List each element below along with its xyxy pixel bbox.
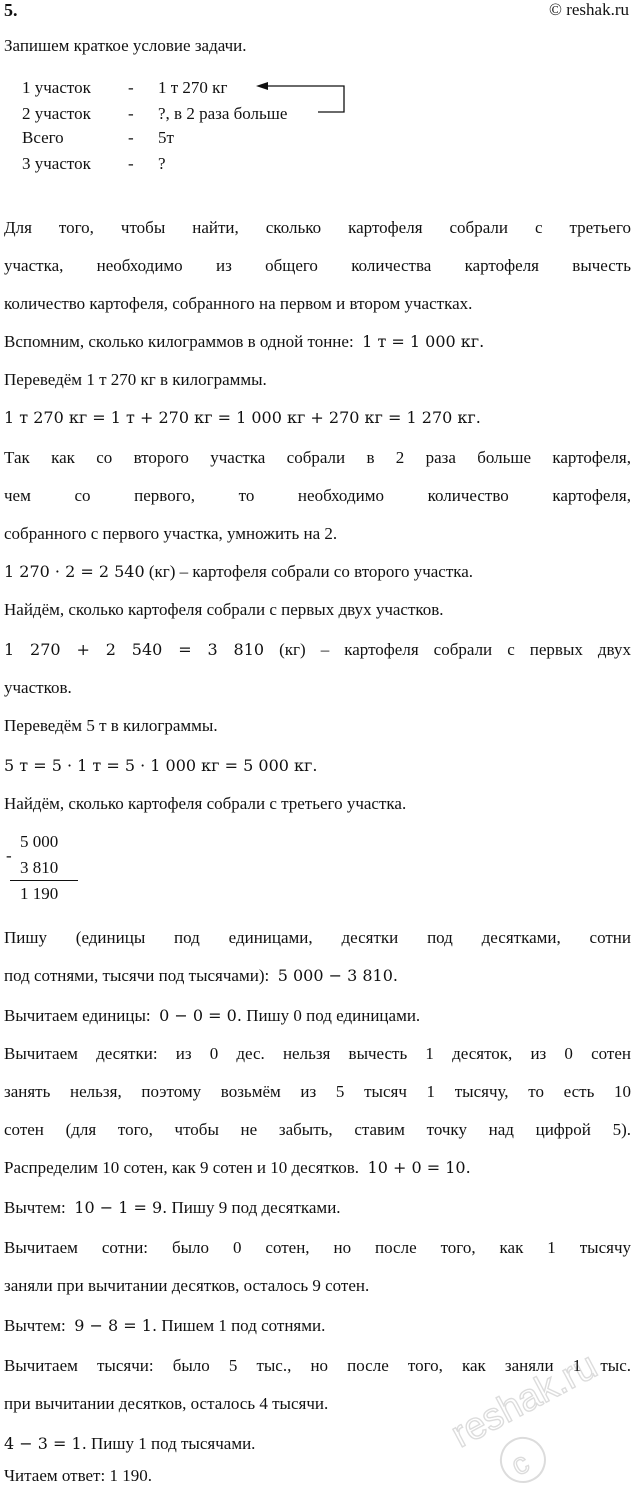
thousands-step bbox=[4, 1434, 255, 1454]
tonne-recall-formula: 1 т = 1 000 кг. bbox=[362, 332, 485, 351]
equation-4: 5 т = 5 · 1 т = 5 · 1 000 кг = 5 000 кг. bbox=[4, 756, 318, 775]
minus-sign: - bbox=[6, 846, 12, 865]
equation-3 bbox=[4, 640, 631, 660]
paragraph-line: Найдём, сколько картофеля собрали с первых двух участков. bbox=[4, 600, 444, 619]
condition-value: ? bbox=[158, 154, 166, 173]
equation-1: 1 т 270 кг = 1 т + 270 кг = 1 000 кг + 270 кг = 1 270 кг. bbox=[4, 408, 481, 427]
paragraph-line: Вычитаем тысячи: было 5 тыс., но после того, как заняли 1 тыс. bbox=[4, 1356, 631, 1375]
paragraph-text: Распределим 10 сотен, как 9 сотен и 10 десятков. bbox=[4, 1158, 360, 1177]
paragraph-line: количество картофеля, собранного на первом и втором участках. bbox=[4, 294, 473, 313]
condition-value: 1 т 270 кг bbox=[158, 78, 228, 97]
tens-step bbox=[4, 1198, 341, 1218]
units-step bbox=[4, 1006, 420, 1026]
site-credit: © reshak.ru bbox=[549, 0, 629, 19]
units-step-text: Вычитаем единицы: bbox=[4, 1006, 151, 1025]
hundreds-step-formula: 9 − 8 = 1. bbox=[74, 1316, 158, 1335]
paragraph-line bbox=[4, 1158, 471, 1178]
condition-value: ?, в 2 раза больше bbox=[158, 104, 288, 123]
svg-text:reshak.ru: reshak.ru bbox=[444, 1344, 605, 1457]
answer-line: Читаем ответ: 1 190. bbox=[4, 1466, 152, 1485]
paragraph-line: участков. bbox=[4, 678, 72, 697]
paragraph-line: Вычитаем сотни: было 0 сотен, но после того, как 1 тысячу bbox=[4, 1238, 631, 1257]
equation-2-formula: 1 270 · 2 = 2 540 bbox=[4, 562, 145, 581]
svg-text:c: c bbox=[505, 1446, 535, 1483]
subtraction-formula: 5 000 − 3 810. bbox=[277, 966, 398, 985]
units-step-tail: Пишу 0 под единицами. bbox=[246, 1006, 421, 1025]
equation-2-text: (кг) – картофеля собрали со второго участка. bbox=[148, 562, 474, 581]
hundreds-step bbox=[4, 1316, 325, 1336]
paragraph-line: Так как со второго участка собрали в 2 раза больше картофеля, bbox=[4, 448, 631, 467]
hundreds-step-tail: Пишем 1 под сотнями. bbox=[161, 1316, 326, 1335]
tens-step-text: Вычтем: bbox=[4, 1198, 66, 1217]
condition-dash: - bbox=[128, 128, 134, 147]
task-number: 5. bbox=[4, 0, 18, 20]
thousands-step-formula: 4 − 3 = 1. bbox=[4, 1434, 87, 1453]
tens-step-formula: 10 − 1 = 9. bbox=[74, 1198, 168, 1217]
condition-label: 1 участок bbox=[22, 78, 91, 97]
bracket-arrow-icon bbox=[254, 82, 374, 122]
equation-3-text: (кг) – картофеля собрали с первых двух bbox=[279, 640, 631, 659]
paragraph-line: занять нельзя, поэтому возьмём из 5 тысяч 1 тысячу, то есть 10 bbox=[4, 1082, 631, 1101]
difference: 1 190 bbox=[20, 884, 59, 903]
paragraph-text: под сотнями, тысячи под тысячами): bbox=[4, 966, 270, 985]
paragraph-line: при вычитании десятков, осталось 4 тысячи. bbox=[4, 1394, 329, 1413]
tonne-recall bbox=[4, 332, 484, 352]
paragraph-line: Вычитаем десятки: из 0 дес. нельзя вычесть 1 десяток, из 0 сотен bbox=[4, 1044, 631, 1063]
tens-step-tail: Пишу 9 под десятками. bbox=[171, 1198, 341, 1217]
paragraph-line: чем со первого, то необходимо количество картофеля, bbox=[4, 486, 631, 505]
condition-dash: - bbox=[128, 104, 134, 123]
paragraph-line: собранного с первого участка, умножить на 2. bbox=[4, 524, 338, 543]
paragraph-line bbox=[4, 966, 398, 986]
tens-formula: 10 + 0 = 10. bbox=[367, 1158, 471, 1177]
intro-text: Запишем краткое условие задачи. bbox=[4, 36, 247, 55]
condition-value: 5т bbox=[158, 128, 174, 147]
minuend: 5 000 bbox=[20, 832, 59, 851]
thousands-step-tail: Пишу 1 под тысячами. bbox=[91, 1434, 256, 1453]
subtrahend: 3 810 bbox=[20, 858, 59, 877]
paragraph-line: сотен (для того, чтобы не забыть, ставим точку над цифрой 5). bbox=[4, 1120, 631, 1139]
tonne-recall-text: Вспомним, сколько килограммов в одной тонне: bbox=[4, 332, 354, 351]
paragraph-line: Пишу (единицы под единицами, десятки под десятками, сотни bbox=[4, 928, 631, 947]
paragraph-line: Найдём, сколько картофеля собрали с третьего участка. bbox=[4, 794, 407, 813]
condition-label: Всего bbox=[22, 128, 64, 147]
reshak-watermark-icon bbox=[433, 1340, 633, 1490]
paragraph-line: участка, необходимо из общего количества картофеля вычесть bbox=[4, 256, 631, 275]
equation-3-formula: 1 270 + 2 540 = 3 810 bbox=[4, 640, 265, 659]
units-step-formula: 0 − 0 = 0. bbox=[159, 1006, 242, 1025]
hundreds-step-text: Вычтем: bbox=[4, 1316, 66, 1335]
condition-label: 3 участок bbox=[22, 154, 91, 173]
paragraph-line: Переведём 1 т 270 кг в килограммы. bbox=[4, 370, 267, 389]
paragraph-line: заняли при вычитании десятков, осталось 9 сотен. bbox=[4, 1276, 370, 1295]
condition-label: 2 участок bbox=[22, 104, 91, 123]
paragraph-line: Переведём 5 т в килограммы. bbox=[4, 716, 218, 735]
condition-dash: - bbox=[128, 78, 134, 97]
paragraph-line: Для того, чтобы найти, сколько картофеля собрали с третьего bbox=[4, 218, 631, 237]
equation-2 bbox=[4, 562, 473, 582]
column-line bbox=[10, 880, 78, 881]
condition-dash: - bbox=[128, 154, 134, 173]
